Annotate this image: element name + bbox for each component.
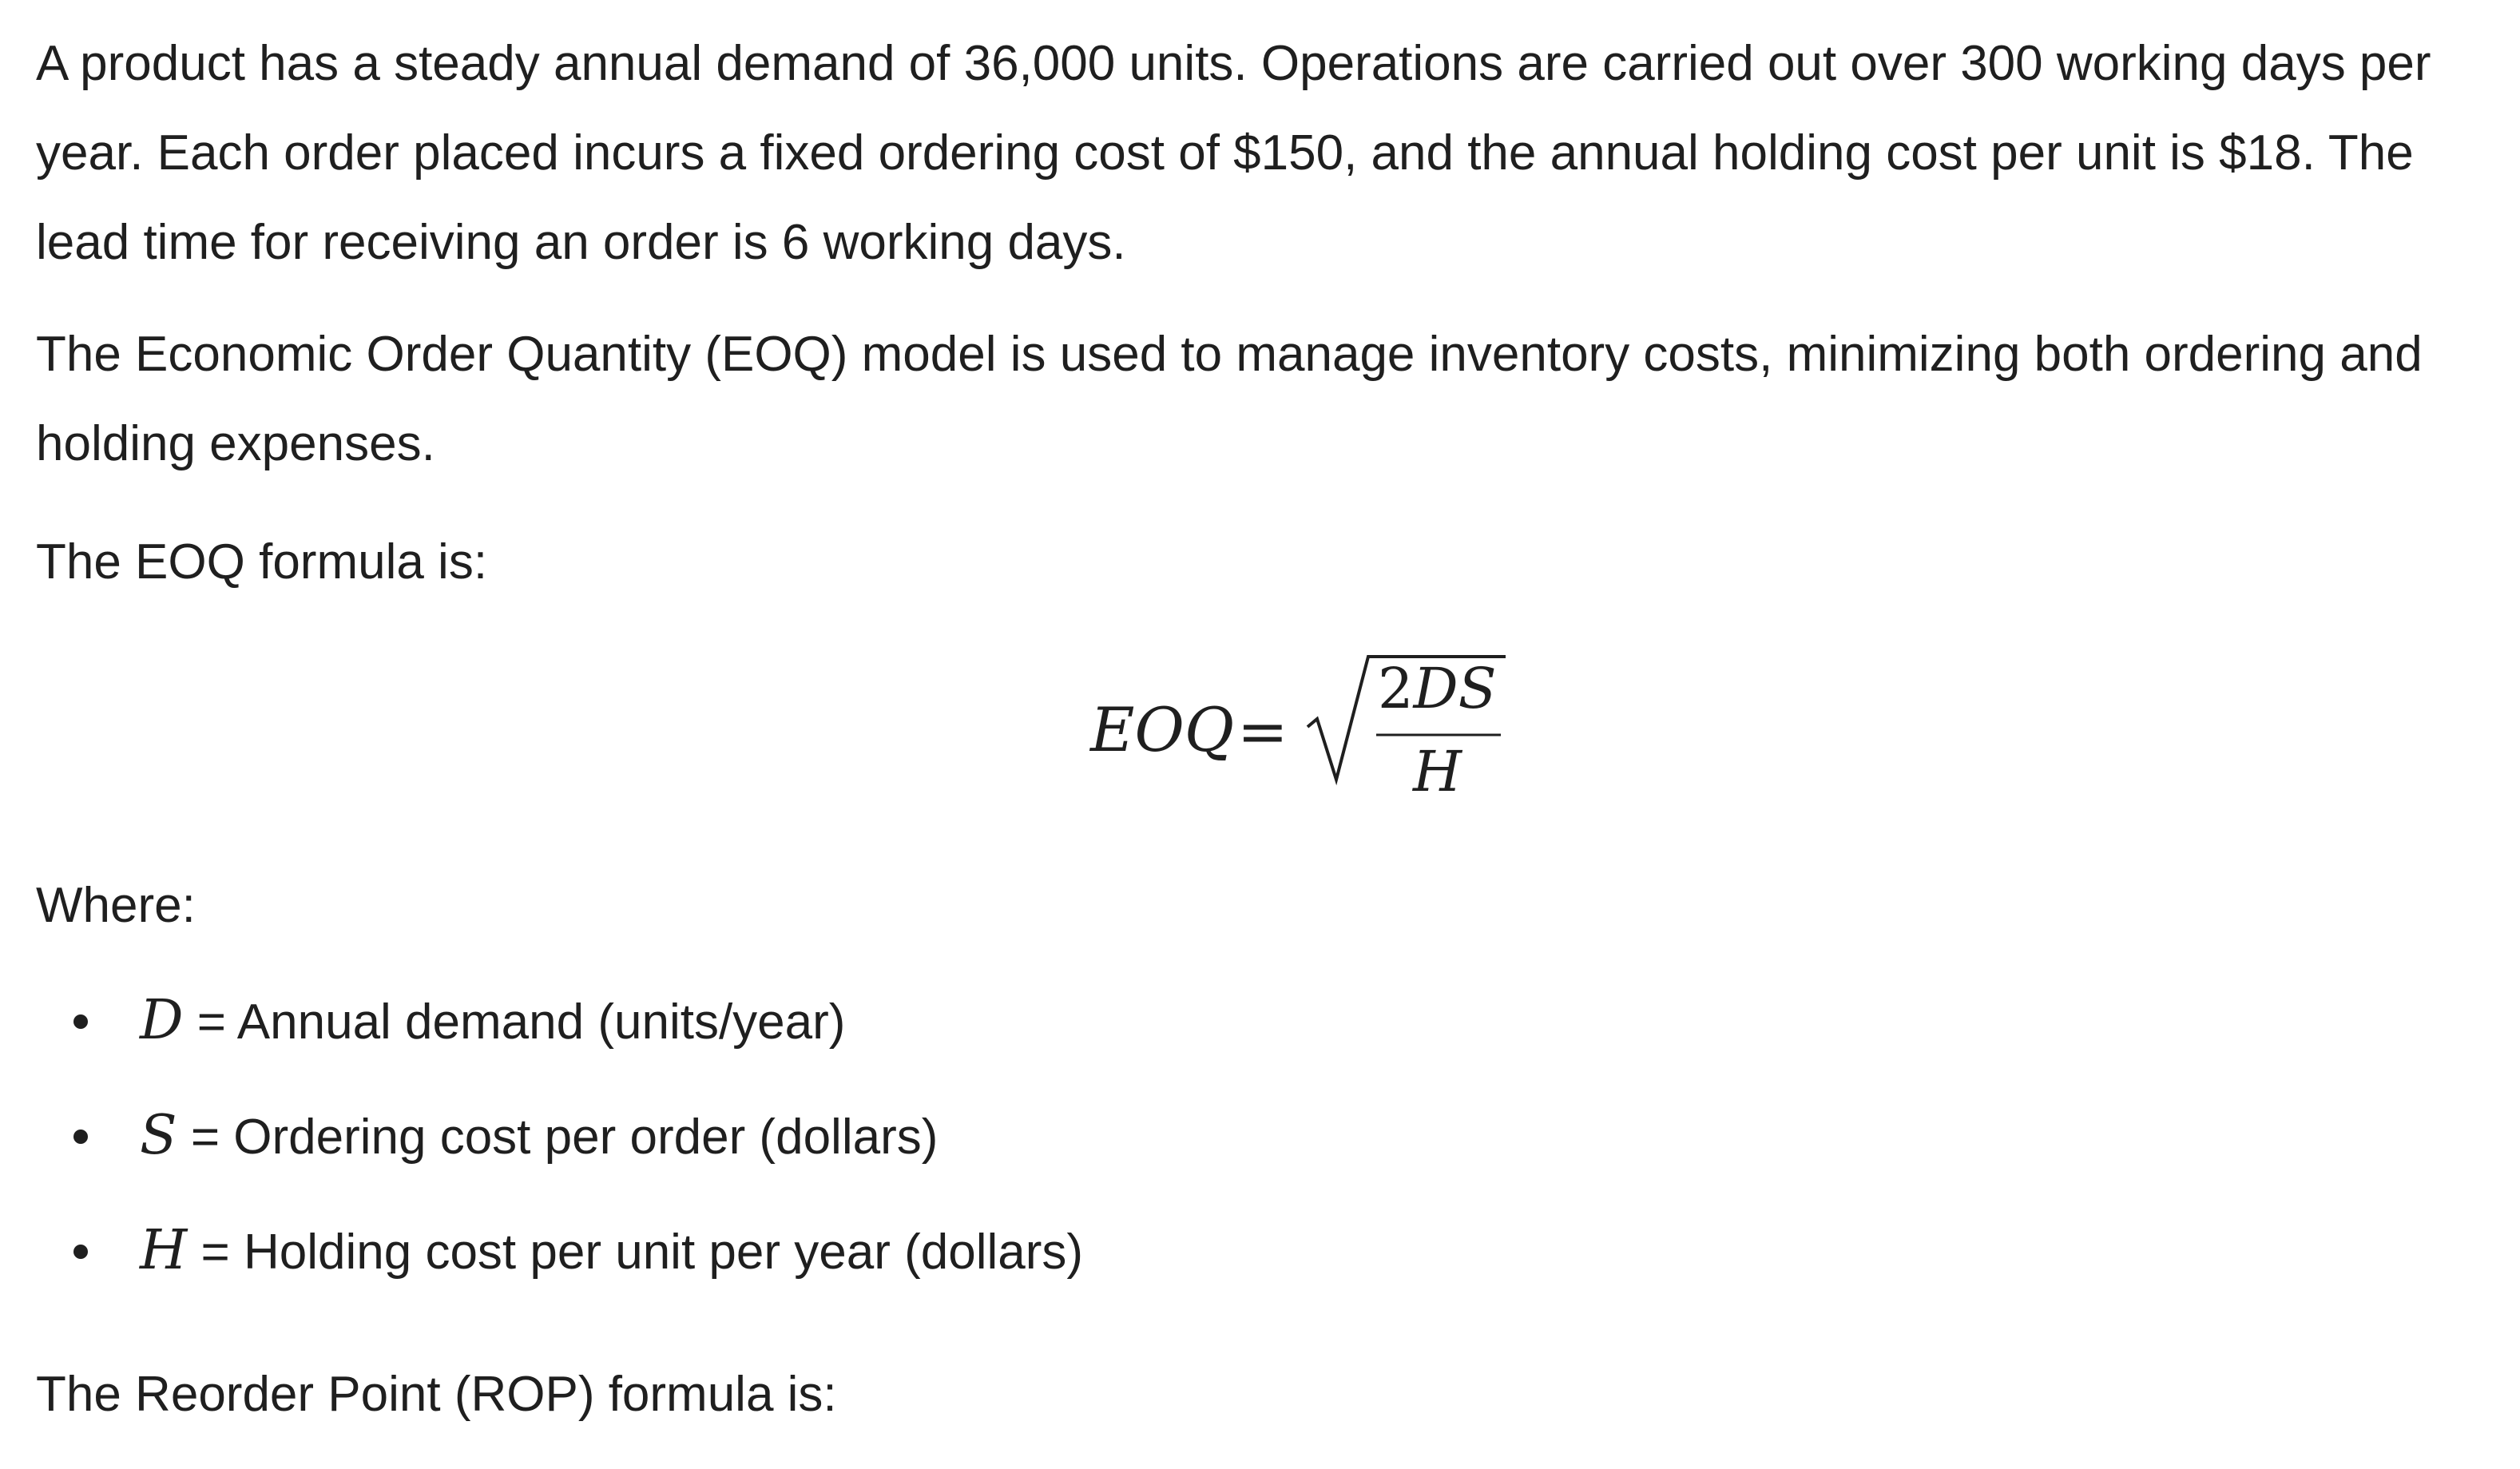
bullet-icon [73, 1130, 88, 1144]
definition-item-ordering-cost [36, 1078, 1083, 1193]
definition-text: = Ordering cost per order (dollars) [190, 1110, 939, 1165]
definition-symbol: H [140, 1219, 188, 1282]
eoq-formula-graphic [1090, 639, 1538, 823]
bullet-icon [73, 1014, 88, 1029]
intro-paragraph: A product has a steady annual demand of 36,000 units. Operations are carried out over 300 working days per year. Each order placed incurs a fixed ordering cost of $150, and the annual holding cost per unit is $18. The lead time for receiving an order is 6 working days. [36, 36, 2431, 270]
definition-symbol: S [140, 1104, 177, 1167]
eoq-description-paragraph: The Economic Order Quantity (EOQ) model is used to manage inventory costs, minimizing both ordering and holding expenses. [36, 327, 2423, 471]
definitions-list [36, 963, 1083, 1308]
numerator-variables: DS [1413, 656, 1497, 721]
numerator-coefficient: 2 [1378, 656, 1414, 721]
bullet-icon [73, 1245, 88, 1259]
eoq-formula [1090, 639, 1538, 823]
formula-lhs: EOQ [1090, 694, 1235, 765]
where-label: Where: [36, 878, 196, 933]
definition-symbol: D [140, 989, 184, 1052]
definition-item-demand [36, 963, 1083, 1078]
formula-equals: = [1237, 696, 1288, 767]
rop-formula-intro: The Reorder Point (ROP) formula is: [36, 1367, 837, 1422]
definition-item-holding-cost [36, 1193, 1083, 1308]
definition-text: = Holding cost per unit per year (dollars) [200, 1225, 1084, 1280]
eoq-formula-intro: The EOQ formula is: [36, 534, 488, 590]
formula-denominator: H [1413, 739, 1462, 804]
formula-numerator [1378, 656, 1497, 721]
definition-text: = Annual demand (units/year) [196, 995, 846, 1050]
